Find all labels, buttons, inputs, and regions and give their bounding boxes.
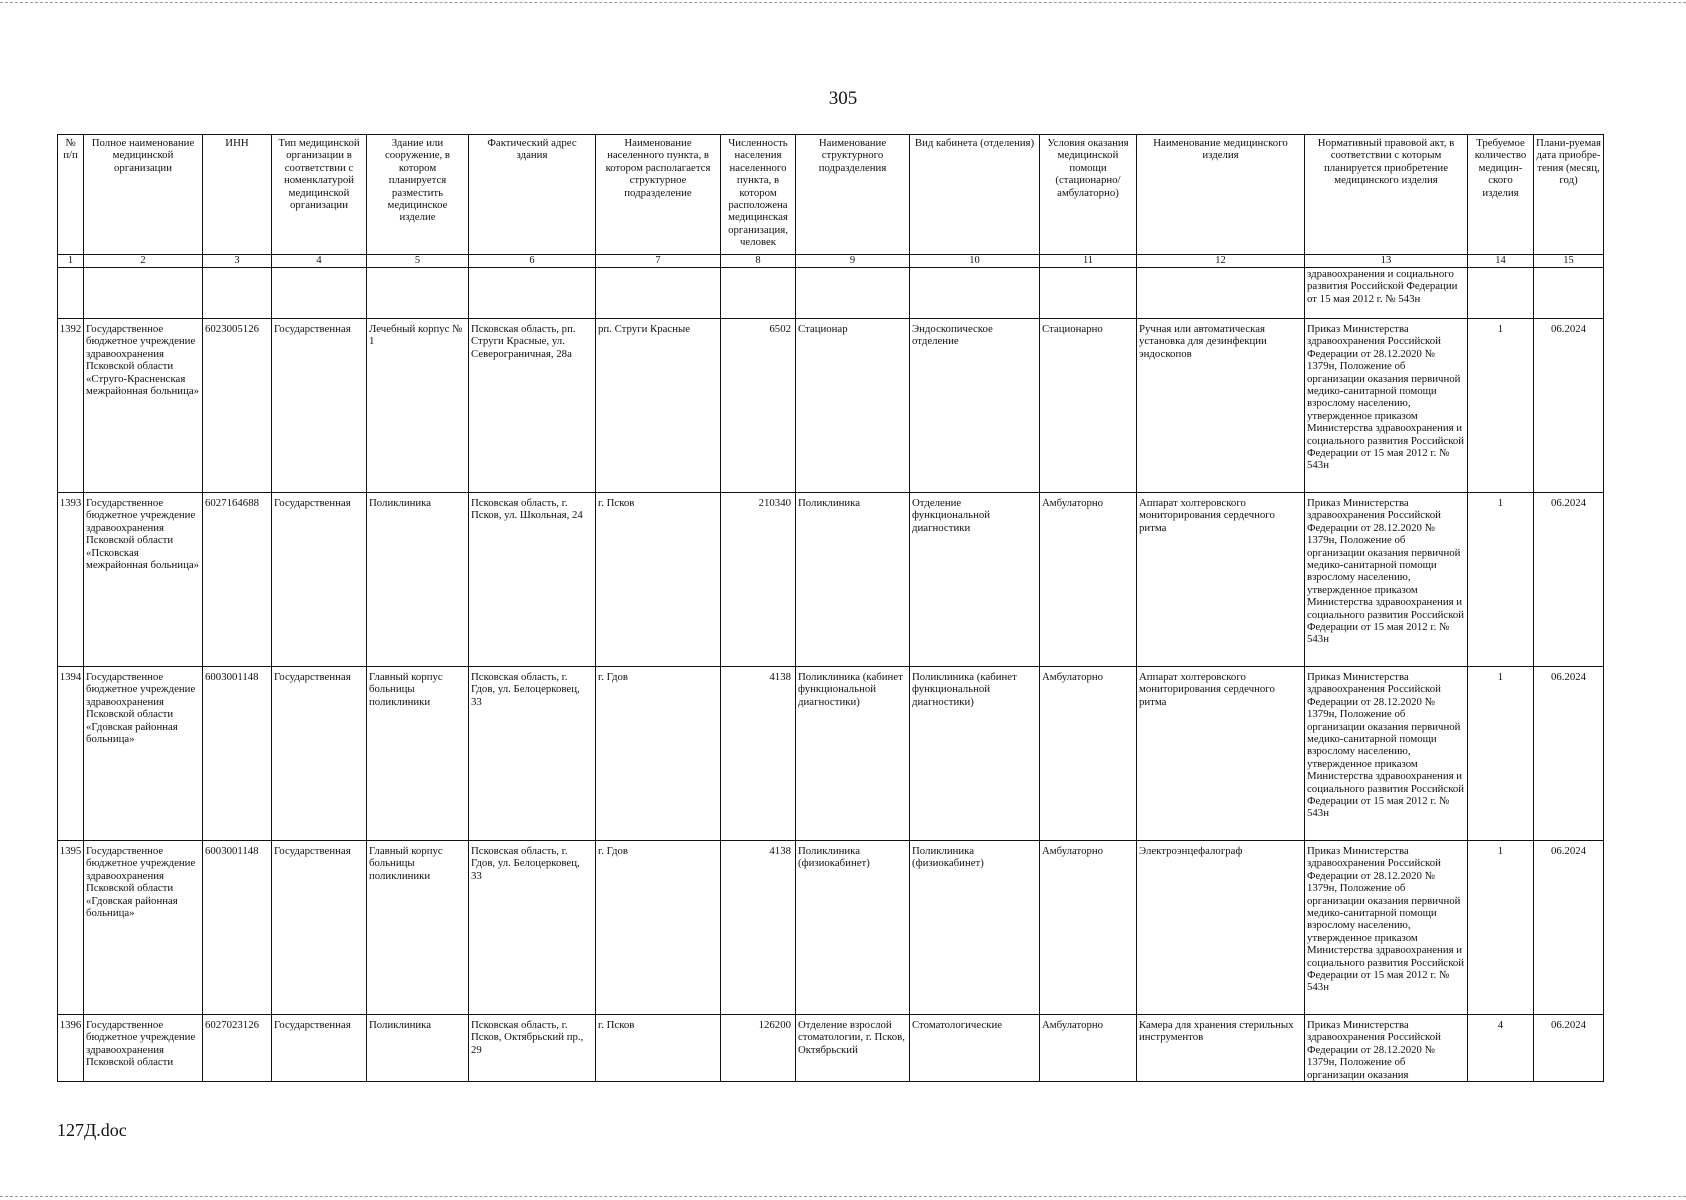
cabinet-cell: Поликлиника (кабинет функциональной диагностики) <box>910 667 1040 841</box>
building-cell: Лечебный корпус № 1 <box>367 319 469 493</box>
building-cell: Главный корпус больницы поликлиники <box>367 841 469 1015</box>
legal-act-cell: Приказ Министерства здравоохранения Российской Федерации от 28.12.2020 № 1379н, Положение об организации оказания <box>1305 1015 1468 1082</box>
column-number-row <box>58 255 1604 268</box>
locality-cell: г. Гдов <box>596 667 721 841</box>
locality-cell: г. Гдов <box>596 841 721 1015</box>
locality-cell: рп. Струги Красные <box>596 319 721 493</box>
organization-type: Государственная <box>272 1015 367 1082</box>
device-cell: Ручная или автоматическая установка для дезинфекции эндоскопов <box>1137 319 1305 493</box>
locality-cell: г. Псков <box>596 1015 721 1082</box>
inn-cell: 6027023126 <box>203 1015 272 1082</box>
column-number: 15 <box>1534 255 1604 268</box>
conditions-cell: Амбулаторно <box>1040 1015 1137 1082</box>
column-number: 4 <box>272 255 367 268</box>
scan-edge-top <box>0 2 1686 3</box>
column-number: 2 <box>84 255 203 268</box>
column-number: 5 <box>367 255 469 268</box>
column-number: 6 <box>469 255 596 268</box>
inn-cell: 6003001148 <box>203 841 272 1015</box>
header-cell: Здание или сооружение, в котором планируется разместить медицинское изделие <box>367 135 469 255</box>
building-cell: Главный корпус больницы поликлиники <box>367 667 469 841</box>
unit-cell: Отделение взрослой стоматологии, г. Псков, Октябрьский <box>796 1015 910 1082</box>
unit-cell: Поликлиника (кабинет функциональной диагностики) <box>796 667 910 841</box>
table-row <box>58 493 1604 667</box>
conditions-cell: Амбулаторно <box>1040 667 1137 841</box>
quantity-cell: 1 <box>1468 841 1534 1015</box>
document-filename: 127Д.doc <box>57 1120 127 1140</box>
date-cell: 06.2024 <box>1534 1015 1604 1082</box>
conditions-cell: Амбулаторно <box>1040 841 1137 1015</box>
population-cell: 210340 <box>721 493 796 667</box>
header-cell: Численность населения населенного пункта, в котором расположена медицинская организация, человек <box>721 135 796 255</box>
cabinet-cell: Стоматологические <box>910 1015 1040 1082</box>
column-number: 12 <box>1137 255 1305 268</box>
quantity-cell: 1 <box>1468 319 1534 493</box>
table-row <box>58 319 1604 493</box>
legal-act-cell: Приказ Министерства здравоохранения Российской Федерации от 28.12.2020 № 1379н, Положение об организации оказания первичной медико-санитарной помощи взрослому населению, утвержденное приказом Министерства здравоохранения и социального развития Российской Федерации от 15 мая 2012 г. № 543н <box>1305 493 1468 667</box>
population-cell: 126200 <box>721 1015 796 1082</box>
column-number: 10 <box>910 255 1040 268</box>
inn-cell: 6027164688 <box>203 493 272 667</box>
device-cell: Электроэнцефалограф <box>1137 841 1305 1015</box>
organization-type: Государственная <box>272 319 367 493</box>
header-cell: Наименование населенного пункта, в котором располагается структурное подразделение <box>596 135 721 255</box>
header-cell: № п/п <box>58 135 84 255</box>
unit-cell: Поликлиника <box>796 493 910 667</box>
table-row <box>58 1015 1604 1082</box>
building-cell: Поликлиника <box>367 1015 469 1082</box>
header-cell: Тип медицинской организации в соответствии с номенклатурой медицинской организации <box>272 135 367 255</box>
date-cell: 06.2024 <box>1534 319 1604 493</box>
unit-cell: Стационар <box>796 319 910 493</box>
date-cell: 06.2024 <box>1534 493 1604 667</box>
organization-name: Государственное бюджетное учреждение здравоохранения Псковской области «Гдовская районная больница» <box>84 841 203 1015</box>
conditions-cell: Амбулаторно <box>1040 493 1137 667</box>
organization-name: Государственное бюджетное учреждение здравоохранения Псковской области «Струго-Красненская межрайонная больница» <box>84 319 203 493</box>
cabinet-cell: Поликлиника (физиокабинет) <box>910 841 1040 1015</box>
address-cell: Псковская область, г. Псков, Октябрьский пр., 29 <box>469 1015 596 1082</box>
column-number: 13 <box>1305 255 1468 268</box>
organization-name: Государственное бюджетное учреждение здравоохранения Псковской области <box>84 1015 203 1082</box>
column-number: 8 <box>721 255 796 268</box>
column-number: 11 <box>1040 255 1137 268</box>
cabinet-cell: Эндоскопическое отделение <box>910 319 1040 493</box>
row-number: 1393 <box>58 493 84 667</box>
header-cell: Плани-руемая дата приобре-тения (месяц, год) <box>1534 135 1604 255</box>
device-cell: Аппарат холтеровского мониторирования сердечного ритма <box>1137 493 1305 667</box>
address-cell: Псковская область, г. Гдов, ул. Белоцерковец, 33 <box>469 667 596 841</box>
header-cell: Нормативный правовой акт, в соответствии с которым планируется приобретение медицинского изделия <box>1305 135 1468 255</box>
cabinet-cell: Отделение функциональной диагностики <box>910 493 1040 667</box>
header-cell: Условия оказания медицинской помощи (стационарно/ амбулаторно) <box>1040 135 1137 255</box>
header-cell: Фактический адрес здания <box>469 135 596 255</box>
quantity-cell: 4 <box>1468 1015 1534 1082</box>
address-cell: Псковская область, г. Псков, ул. Школьная, 24 <box>469 493 596 667</box>
organization-name: Государственное бюджетное учреждение здравоохранения Псковской области «Гдовская районная больница» <box>84 667 203 841</box>
population-cell: 6502 <box>721 319 796 493</box>
column-number: 9 <box>796 255 910 268</box>
column-number: 3 <box>203 255 272 268</box>
device-cell: Камера для хранения стерильных инструментов <box>1137 1015 1305 1082</box>
organization-name: Государственное бюджетное учреждение здравоохранения Псковской области «Псковская межрайонная больница» <box>84 493 203 667</box>
table-row <box>58 667 1604 841</box>
unit-cell: Поликлиника (физиокабинет) <box>796 841 910 1015</box>
locality-cell: г. Псков <box>596 493 721 667</box>
header-cell: Наименование медицинского изделия <box>1137 135 1305 255</box>
table-header-row <box>58 135 1604 255</box>
row-number: 1394 <box>58 667 84 841</box>
legal-act-cell: Приказ Министерства здравоохранения Российской Федерации от 28.12.2020 № 1379н, Положение об организации оказания первичной медико-санитарной помощи взрослому населению, утвержденное приказом Министерства здравоохранения и социального развития Российской Федерации от 15 мая 2012 г. № 543н <box>1305 841 1468 1015</box>
continuation-row <box>58 268 1604 319</box>
continued-legal-act: здравоохранения и социального развития Российской Федерации от 15 мая 2012 г. № 543н <box>1305 268 1468 319</box>
header-cell: Вид кабинета (отделения) <box>910 135 1040 255</box>
legal-act-cell: Приказ Министерства здравоохранения Российской Федерации от 28.12.2020 № 1379н, Положение об организации оказания первичной медико-санитарной помощи взрослому населению, утвержденное приказом Министерства здравоохранения и социального развития Российской Федерации от 15 мая 2012 г. № 543н <box>1305 667 1468 841</box>
register-table <box>57 134 1604 1082</box>
row-number: 1396 <box>58 1015 84 1082</box>
conditions-cell: Стационарно <box>1040 319 1137 493</box>
inn-cell: 6003001148 <box>203 667 272 841</box>
organization-type: Государственная <box>272 667 367 841</box>
row-number: 1395 <box>58 841 84 1015</box>
column-number: 1 <box>58 255 84 268</box>
header-cell: ИНН <box>203 135 272 255</box>
column-number: 14 <box>1468 255 1534 268</box>
organization-type: Государственная <box>272 493 367 667</box>
header-cell: Полное наименование медицинской организации <box>84 135 203 255</box>
quantity-cell: 1 <box>1468 667 1534 841</box>
address-cell: Псковская область, г. Гдов, ул. Белоцерковец, 33 <box>469 841 596 1015</box>
scan-edge-bottom <box>0 1196 1686 1197</box>
date-cell: 06.2024 <box>1534 841 1604 1015</box>
date-cell: 06.2024 <box>1534 667 1604 841</box>
building-cell: Поликлиника <box>367 493 469 667</box>
address-cell: Псковская область, рп. Струги Красные, ул. Северограничная, 28а <box>469 319 596 493</box>
column-number: 7 <box>596 255 721 268</box>
page-number: 305 <box>828 88 858 109</box>
population-cell: 4138 <box>721 667 796 841</box>
quantity-cell: 1 <box>1468 493 1534 667</box>
organization-type: Государственная <box>272 841 367 1015</box>
row-number: 1392 <box>58 319 84 493</box>
legal-act-cell: Приказ Министерства здравоохранения Российской Федерации от 28.12.2020 № 1379н, Положение об организации оказания первичной медико-санитарной помощи взрослому населению, утвержденное приказом Министерства здравоохранения и социального развития Российской Федерации от 15 мая 2012 г. № 543н <box>1305 319 1468 493</box>
device-cell: Аппарат холтеровского мониторирования сердечного ритма <box>1137 667 1305 841</box>
inn-cell: 6023005126 <box>203 319 272 493</box>
table-row <box>58 841 1604 1015</box>
header-cell: Требуемое количество медицин-ского изделия <box>1468 135 1534 255</box>
header-cell: Наименование структурного подразделения <box>796 135 910 255</box>
population-cell: 4138 <box>721 841 796 1015</box>
